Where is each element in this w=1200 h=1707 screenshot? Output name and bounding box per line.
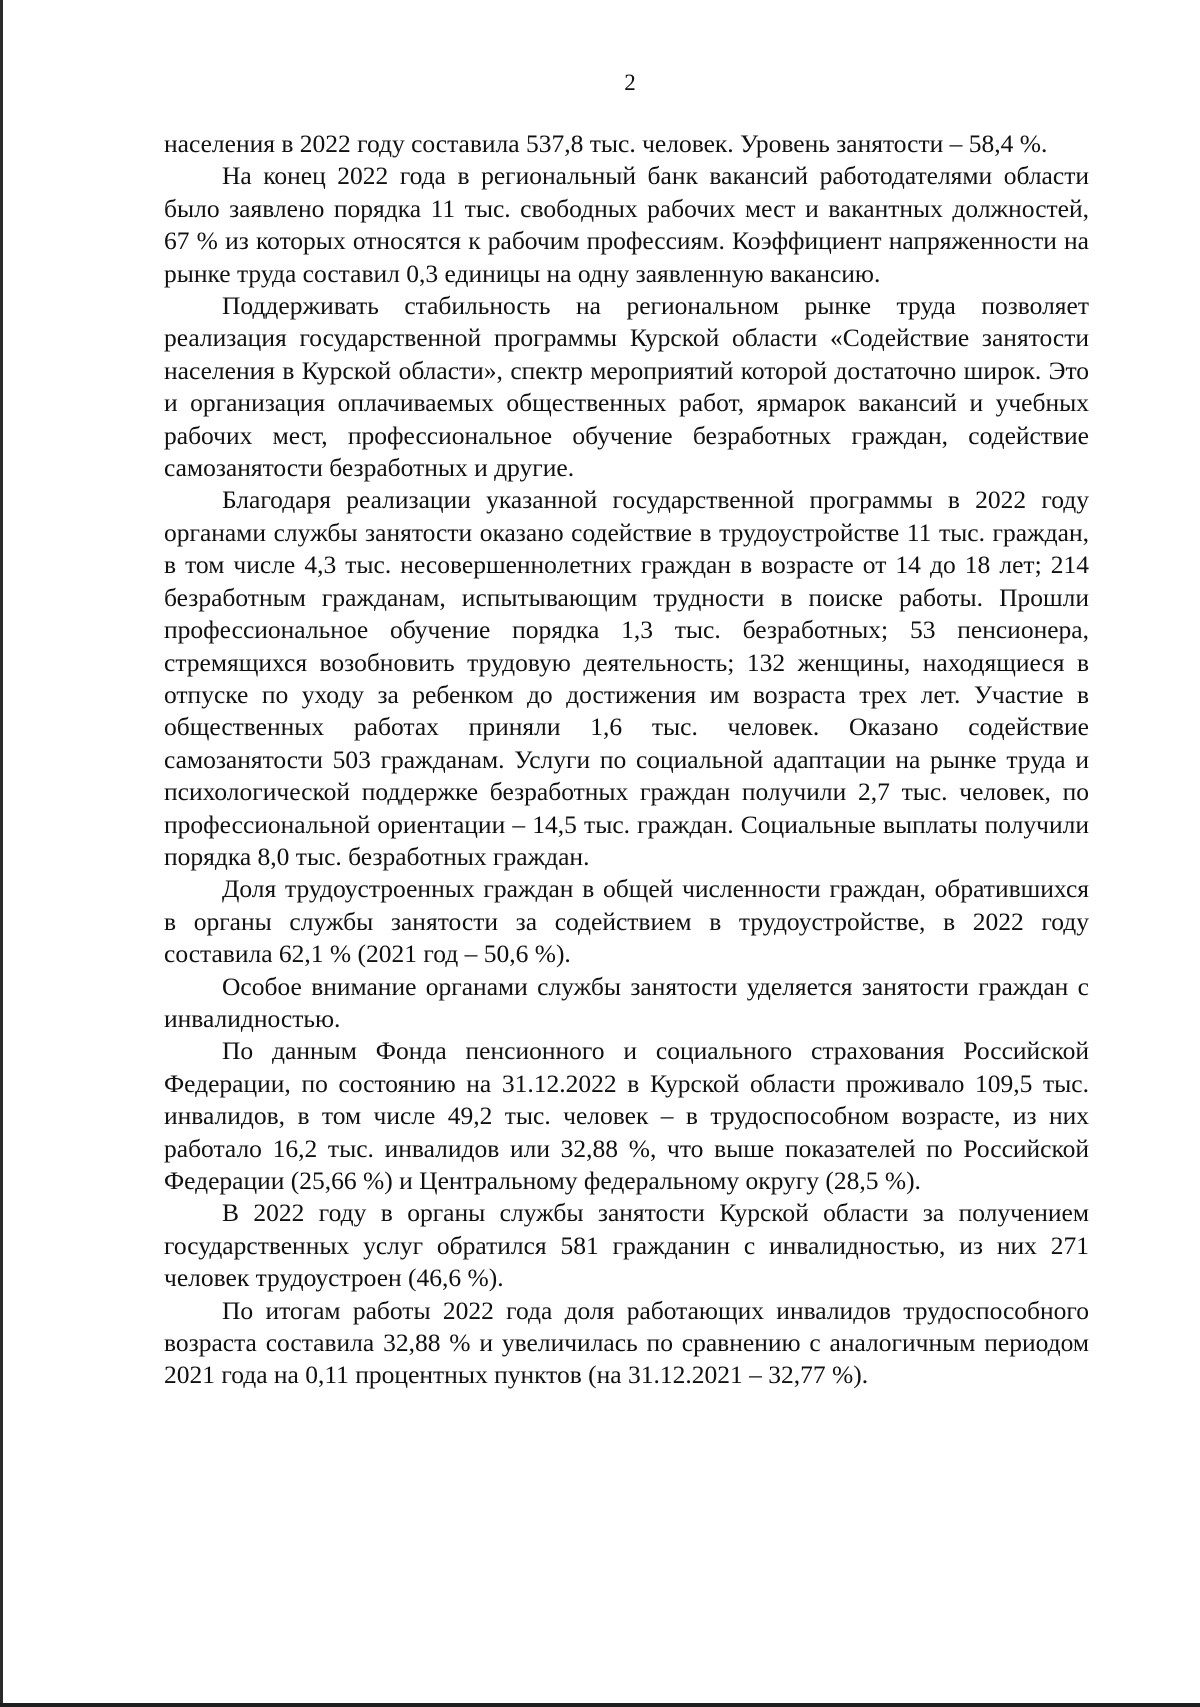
paragraph-disabled-applicants: В 2022 году в органы службы занятости Курской области за получением государственных услуг обратился 581 гражданин с инвалидностью, из них 271 человек трудоустроен (46,6 %). xyxy=(164,1198,1089,1293)
paragraph-vacancies: На конец 2022 года в региональный банк вакансий работодателями области было заявлено порядка 11 тыс. свободных рабочих мест и вакантных должностей, 67 % из которых относятся к рабочим профессиям. Коэффициент напряженности на рынке труда составил 0,3 единицы на одну заявленную вакансию. xyxy=(164,161,1089,288)
paragraph-employment-level: населения в 2022 году составила 537,8 тыс. человек. Уровень занятости – 58,4 %. xyxy=(164,129,1048,158)
paragraph-program-results: Благодаря реализации указанной государственной программы в 2022 году органами службы занятости оказано содействие в трудоустройстве 11 тыс. граждан, в том числе 4,3 тыс. несовершеннолетних граждан в возрасте от 14 до 18 лет; 214 безработным гражданам, испытывающим трудности в поиске работы. Прошли профессиональное обучение порядка 1,3 тыс. безработных; 53 пенсионера, стремящихся возобновить трудовую деятельность; 132 женщины, находящиеся в отпуске по уходу за ребенком до достижения им возраста трех лет. Участие в общественных работах приняли 1,6 тыс. человек. Оказано содействие самозанятости 503 гражданам. Услуги по социальной адаптации на рынке труда и психологической поддержке безработных граждан получили 2,7 тыс. человек, по профессиональной ориентации – 14,5 тыс. граждан. Социальные выплаты получили порядка 8,0 тыс. безработных граждан. xyxy=(164,485,1089,871)
paragraph-disability-focus: Особое внимание органами службы занятости уделяется занятости граждан с инвалидностью. xyxy=(164,971,1089,1033)
page-number: 2 xyxy=(624,70,636,95)
paragraph-employed-share: Доля трудоустроенных граждан в общей численности граждан, обратившихся в органы службы занятости за содействием в трудоустройстве, в 2022 году составила 62,1 % (2021 год – 50,6 %). xyxy=(164,874,1089,969)
scan-edge-bottom xyxy=(0,1703,1200,1707)
paragraph-pension-fund-data: По данным Фонда пенсионного и социального страхования Российской Федерации, по состоянию на 31.12.2022 в Курской области проживало 109,5 тыс. инвалидов, в том числе 49,2 тыс. человек – в трудоспособном возрасте, из них работало 16,2 тыс. инвалидов или 32,88 %, что выше показателей по Российской Федерации (25,66 %) и Центральному федеральному округу (28,5 %). xyxy=(164,1036,1089,1195)
paragraph-year-results: По итогам работы 2022 года доля работающих инвалидов трудоспособного возраста составила 32,88 % и увеличилась по сравнению с аналогичным периодом 2021 года на 0,11 процентных пунктов (на 31.12.2021 – 32,77 %). xyxy=(164,1295,1089,1390)
paragraph-state-program: Поддерживать стабильность на региональном рынке труда позволяет реализация государственной программы Курской области «Содействие занятости населения в Курской области», спектр мероприятий которой достаточно широк. Это и организация оплачиваемых общественных работ, ярмарок вакансий и учебных рабочих мест, профессиональное обучение безработных граждан, содействие самозанятости безработных и другие. xyxy=(164,291,1089,483)
document-body xyxy=(164,128,1089,1392)
scan-edge-left xyxy=(0,0,3,1707)
